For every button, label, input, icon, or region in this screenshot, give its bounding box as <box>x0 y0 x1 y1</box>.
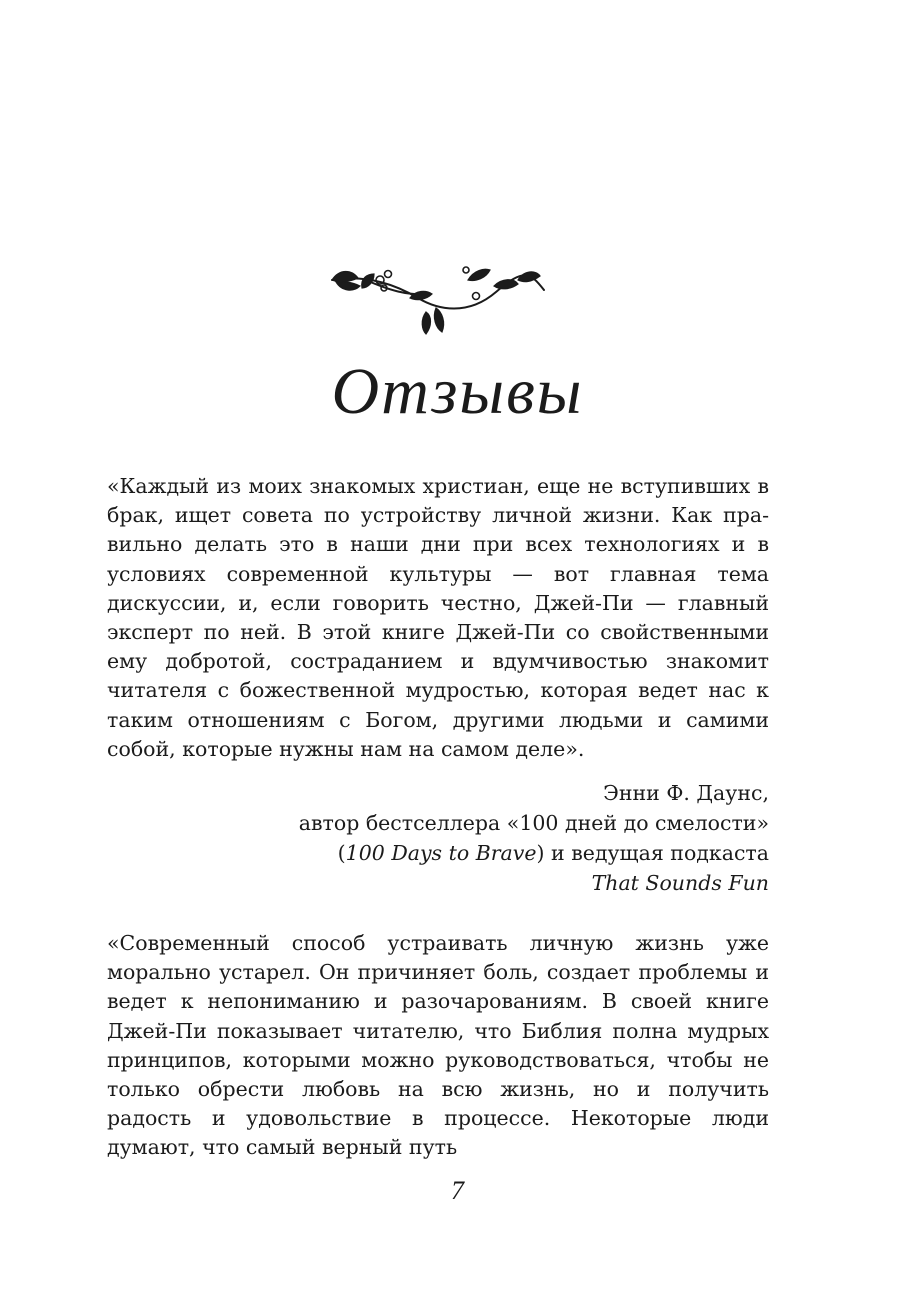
floral-ornament-icon <box>318 256 552 342</box>
attribution-book-title: 100 Days to Brave <box>345 841 537 865</box>
review-quote-1: «Каждый из моих знакомых христиан, еще не вступивших в брак, ищет совета по устройству личной жизни. Как правильно делать это в наши дни при всех технологиях и в условиях современной культуры — вот главная тема дискуссии, и, если говорить честно, Джей-Пи — главный эксперт по ней. В этой книге Джей-Пи со свойственными ему добротой, состраданием и вдумчивостью знакомит читателя с божественной мудростью, которая ведет нас к таким отношениям с Богом, другими людьми и самими собой, которые нужны нам на самом деле». <box>107 474 769 761</box>
attribution-credit: автор бестселлера «100 дней до смелости» <box>298 811 769 835</box>
review-quote-2: «Современный способ устраивать личную жизнь уже морально устарел. Он причиняет боль, создает проблемы и ведет к непониманию и разочарованиям. В своей книге Джей-Пи показывает читателю, что Библия полна мудрых принципов, которыми можно руководствоваться, чтобы не только обрести любовь на всю жизнь, но и получить радость и удовольствие в процессе. Некоторые люди думают, что самый верный путь <box>107 931 769 1160</box>
page-heading: Отзывы <box>331 355 584 428</box>
page-number: 7 <box>451 1176 464 1205</box>
attribution-book-line: (100 Days to Brave) и ведущая подкаста <box>337 841 769 865</box>
attribution-podcast: That Sounds Fun <box>591 871 769 895</box>
attribution-author: Энни Ф. Даунс, <box>603 781 769 805</box>
review-attribution <box>299 778 769 898</box>
